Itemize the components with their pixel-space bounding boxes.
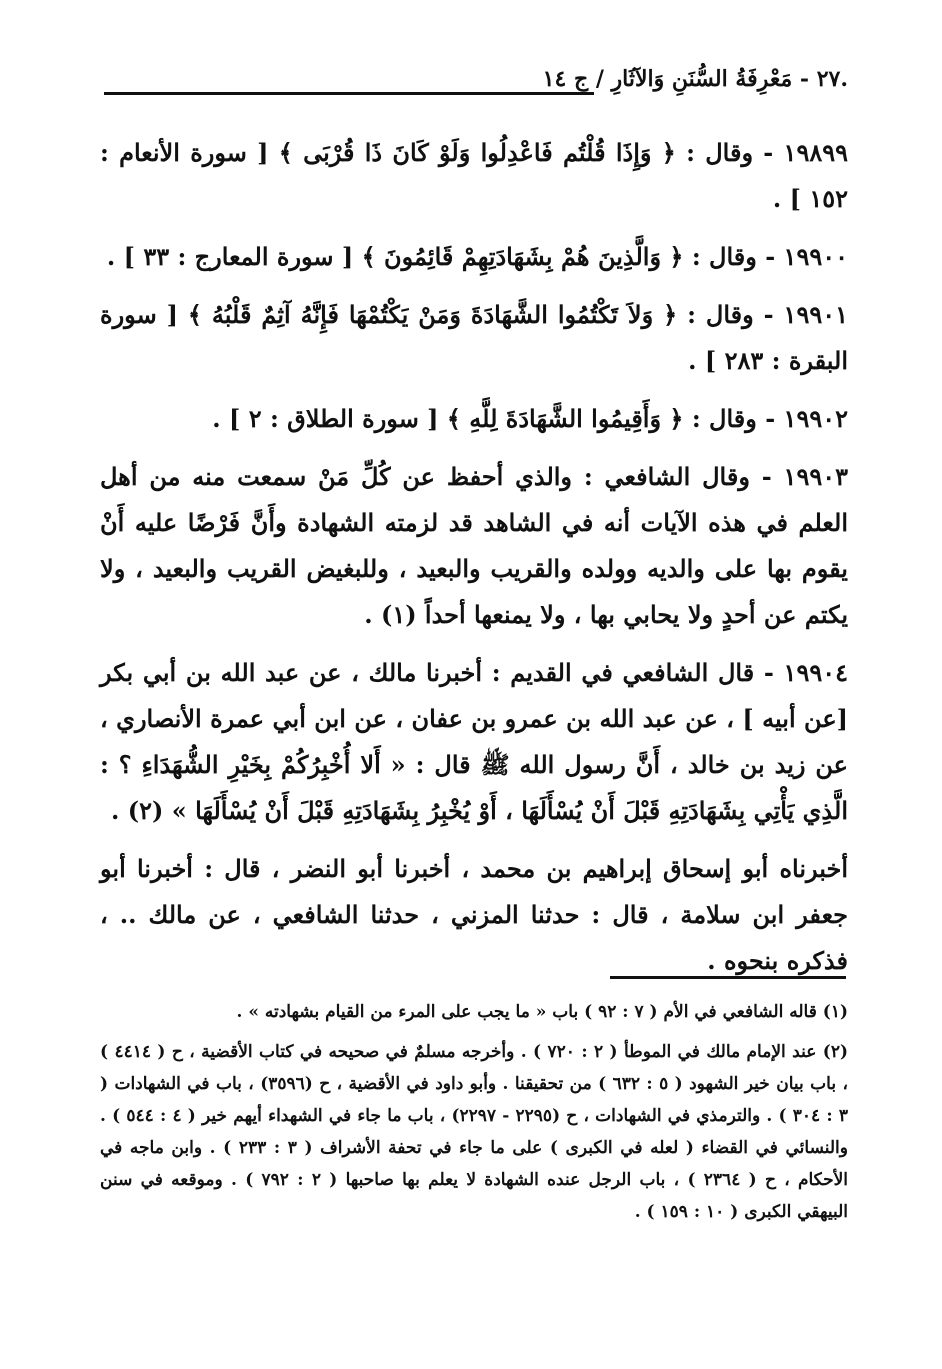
paragraph-19904: ١٩٩٠٤ - قال الشافعي في القديم : أخبرنا مالك ، عن عبد الله بن أبي بكر [عن أبيه ] ، عن عبد الله بن عمرو بن عفان ، عن ابن أبي عمرة الأنصاري ، عن زيد بن خالد ، أَنَّ رسول الله ﷺ قال : « أَلا أُخْبِرُكُمْ بِخَيْرِ الشُّهَدَاءِ ؟ : الَّذِي يَأْتِي بِشَهَادَتِهِ قَبْلَ أَنْ يُسْأَلَهَا ، أَوْ يُخْبِرُ بِشَهَادَتِهِ قَبْلَ أَنْ يُسْأَلَهَا » (٢) . bbox=[100, 658, 848, 825]
main-text bbox=[100, 130, 848, 996]
paragraph-19899: ١٩٨٩٩ - وقال : ﴿ وَإِذَا قُلْتُم فَاعْدِلُوا وَلَوْ كَانَ ذَا قُرْبَى ﴾ [ سورة الأنعام : ١٥٢ ] . bbox=[100, 138, 848, 213]
paragraph-19901: ١٩٩٠١ - وقال : ﴿ وَلاَ تَكْتُمُوا الشَّهَادَةَ وَمَنْ يَكْتُمْهَا فَإِنَّهُ آثِمٌ قَلْبُهُ ﴾ [ سورة البقرة : ٢٨٣ ] . bbox=[100, 300, 848, 375]
running-header: .٢٧ - مَعْرِفَةُ السُّنَنِ وَالآثَارِ / ج ١٤ bbox=[542, 66, 848, 92]
paragraph-19900: ١٩٩٠٠ - وقال : ﴿ وَالَّذِينَ هُمْ بِشَهَادَتِهِمْ قَائِمُونَ ﴾ [ سورة المعارج : ٣٣ ] . bbox=[106, 242, 848, 271]
page-header bbox=[100, 66, 848, 106]
paragraph-isnad: أخبرناه أبو إسحاق إبراهيم بن محمد ، أخبرنا أبو النضر ، قال : أخبرنا أبو جعفر ابن سلامة ، قال : حدثنا المزني ، حدثنا الشافعي ، عن مالك .. ، فذكره بنحوه . bbox=[100, 854, 848, 975]
paragraph-19903: ١٩٩٠٣ - وقال الشافعي : والذي أحفظ عن كُلِّ مَنْ سمعت منه من أهل العلم في هذه الآيات أنه في الشاهد قد لزمته الشهادة وأَنَّ فَرْضًا عليه أَنْ يقوم بها على والديه وولده والقريب والبعيد ، وللبغيض القريب والبعيد ، ولا يكتم عن أحدٍ ولا يحابي بها ، ولا يمنعها أحداً (١) . bbox=[100, 462, 848, 629]
footnotes bbox=[100, 996, 848, 1228]
paragraph-19902: ١٩٩٠٢ - وقال : ﴿ وَأَقِيمُوا الشَّهَادَةَ لِلَّهِ ﴾ [ سورة الطلاق : ٢ ] . bbox=[212, 404, 848, 433]
footnote-separator bbox=[610, 976, 846, 979]
footnote-2: (٢) عند الإمام مالك في الموطأ ( ٢ : ٧٢٠ ) . وأخرجه مسلمٌ في صحيحه في كتاب الأقضية ، ح ( ٤٤١٤ ) ، باب بيان خير الشهود ( ٥ : ٦٣٢ ) من تحقيقنا . وأبو داود في الأقضية ، ح (٣٥٩٦) ، باب في الشهادات ( ٣ : ٣٠٤ ) . والترمذي في الشهادات ، ح (٢٢٩٥ - ٢٢٩٧) ، باب ما جاء في الشهداء أيهم خير ( ٤ : ٥٤٤ ) . والنسائي في القضاء ( لعله في الكبرى ) على ما جاء في تحفة الأشراف ( ٣ : ٢٣٣ ) . وابن ماجه في الأحكام ، ح ( ٢٣٦٤ ) ، باب الرجل عنده الشهادة لا يعلم بها صاحبها ( ٢ : ٧٩٢ ) . وموقعه في سنن البيهقي الكبرى ( ١٠ : ١٥٩ ) . bbox=[100, 1042, 848, 1222]
header-rule bbox=[104, 92, 594, 95]
footnote-1: (١) قاله الشافعي في الأم ( ٧ : ٩٢ ) باب « ما يجب على المرء من القيام بشهادته » . bbox=[236, 1002, 848, 1022]
